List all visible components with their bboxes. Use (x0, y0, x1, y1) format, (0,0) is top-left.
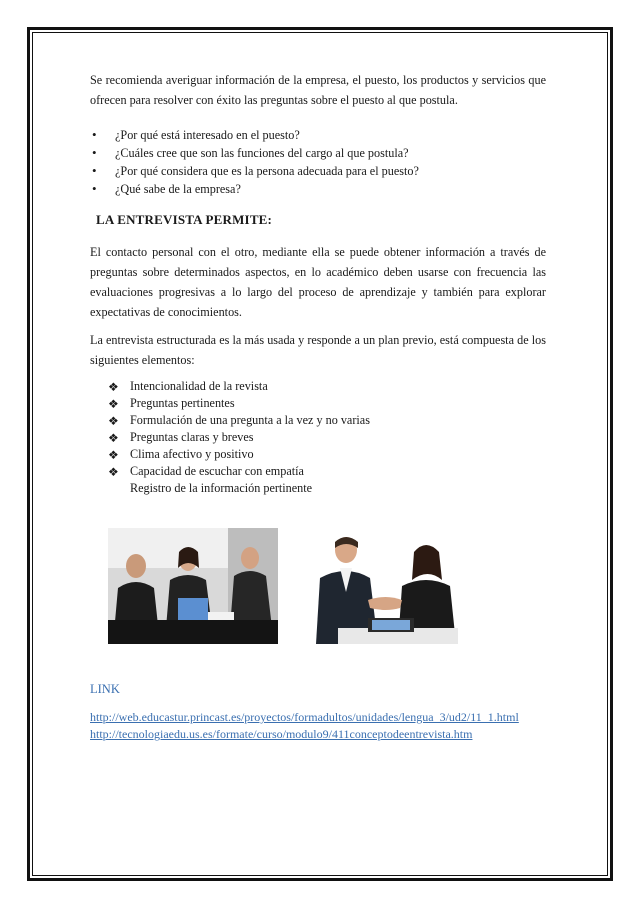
interview-photo-handshake (298, 528, 468, 644)
section-heading: LA ENTREVISTA PERMITE: (96, 212, 273, 227)
diamond-icon: ❖ (108, 465, 119, 479)
list-item (90, 412, 546, 429)
illustration-row (108, 528, 468, 644)
list-item-label: Preguntas pertinentes (130, 396, 235, 410)
list-item (90, 395, 546, 412)
reference-link[interactable]: http://tecnologiaedu.us.es/formate/curso/modulo9/411conceptodeentrevista.htm (90, 727, 473, 741)
question-list (90, 126, 546, 198)
interview-photo-group (108, 528, 278, 644)
list-item-label: Capacidad de escuchar con empatía (130, 464, 304, 478)
links-section (90, 682, 546, 743)
elements-list (90, 378, 546, 480)
intro-paragraph: Se recomienda averiguar información de la empresa, el puesto, los productos y servicios que ofrecen para resolver con éxito las preguntas sobre el puesto al que postula. (90, 73, 546, 107)
list-item (90, 463, 546, 480)
list-item: • ¿Por qué está interesado en el puesto? (90, 126, 546, 144)
diamond-icon: ❖ (108, 431, 119, 445)
diamond-icon: ❖ (108, 397, 119, 411)
body-paragraph-2: La entrevista estructurada es la más usada y responde a un plan previo, está compuesta de los siguientes elementos: (90, 333, 546, 367)
list-item-label: Formulación de una pregunta a la vez y no varias (130, 413, 370, 427)
list-item-extra: Registro de la información pertinente (130, 481, 313, 495)
list-item-label: Intencionalidad de la revista (130, 379, 268, 393)
list-item-label: Clima afectivo y positivo (130, 447, 254, 461)
body-paragraph-1: El contacto personal con el otro, mediante ella se puede obtener información a través de preguntas sobre determinados aspectos, en lo académico deben usarse con frecuencia las evaluaciones progresivas a lo largo del proceso de aprendizaje y también para explorar expectativas de conocimientos. (90, 245, 546, 319)
reference-link[interactable]: http://web.educastur.princast.es/proyectos/formadultos/unidades/lengua_3/ud2/11_1.html (90, 710, 519, 724)
diamond-icon: ❖ (108, 380, 119, 394)
diamond-icon: ❖ (108, 448, 119, 462)
link-heading: LINK (90, 682, 120, 696)
list-item: • ¿Qué sabe de la empresa? (90, 180, 546, 198)
list-item (90, 429, 546, 446)
list-item (90, 446, 546, 463)
list-item (90, 378, 546, 395)
list-item-label: Preguntas claras y breves (130, 430, 254, 444)
list-item: • ¿Por qué considera que es la persona adecuada para el puesto? (90, 162, 546, 180)
diamond-icon: ❖ (108, 414, 119, 428)
list-item: • ¿Cuáles cree que son las funciones del cargo al que postula? (90, 144, 546, 162)
document-body (90, 70, 546, 497)
